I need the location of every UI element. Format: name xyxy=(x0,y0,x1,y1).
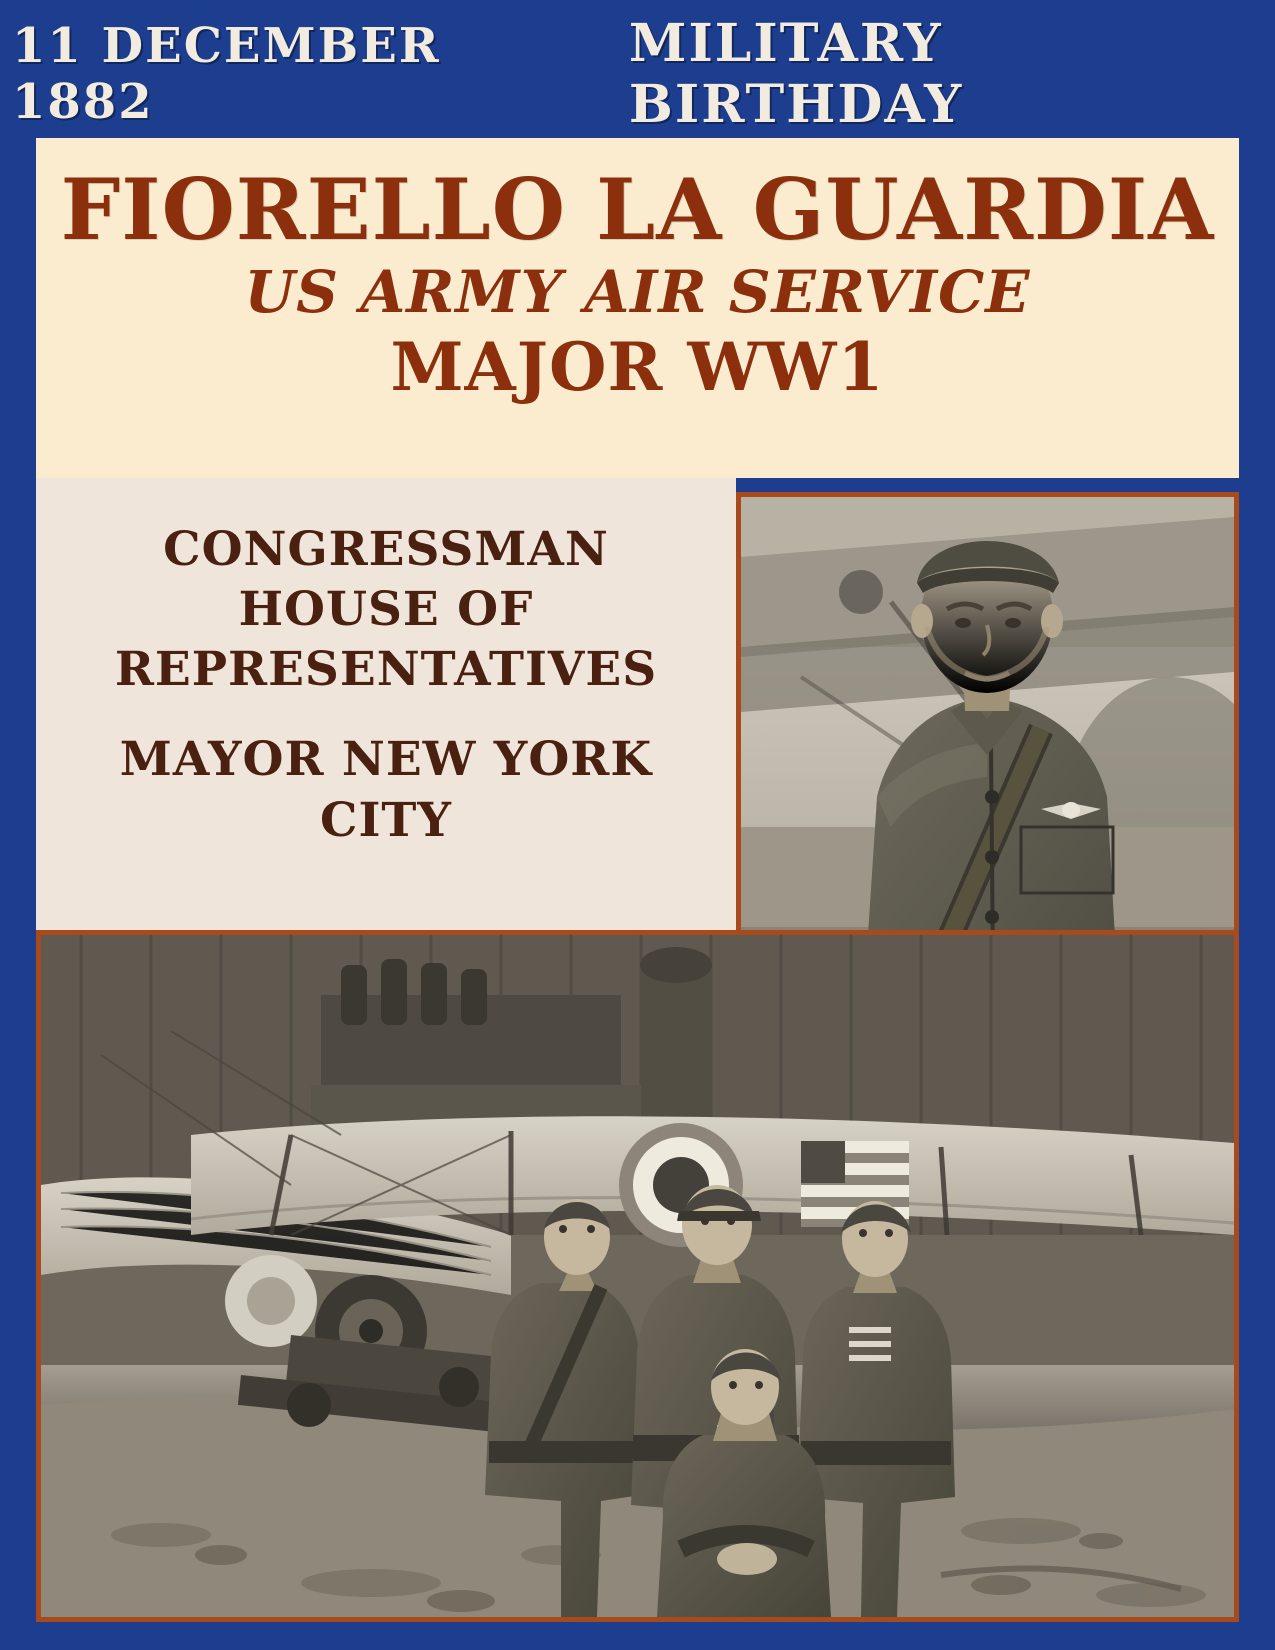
header-label: MILITARY BIRTHDAY xyxy=(628,13,964,135)
group-photo-illustration xyxy=(41,935,1234,1617)
roles-spacer xyxy=(56,700,716,730)
group-photo xyxy=(36,930,1239,1622)
role-line-mayor: MAYOR NEW YORK CITY xyxy=(119,732,653,848)
roles-panel xyxy=(36,478,736,930)
service-branch: US ARMY AIR SERVICE xyxy=(244,258,1031,327)
header-band xyxy=(12,10,1263,138)
rank-and-war: MAJOR WW1 xyxy=(390,328,885,407)
poster-inner-frame xyxy=(12,10,1263,1640)
role-line-representatives: REPRESENTATIVES xyxy=(114,642,658,698)
birthday-date: 11 DECEMBER 1882 xyxy=(12,18,441,130)
title-block xyxy=(36,138,1239,478)
role-line-congressman: CONGRESSMAN xyxy=(163,522,609,577)
person-name: FIORELLO LA GUARDIA xyxy=(60,160,1215,259)
role-line-house-of: HOUSE OF xyxy=(238,582,534,638)
